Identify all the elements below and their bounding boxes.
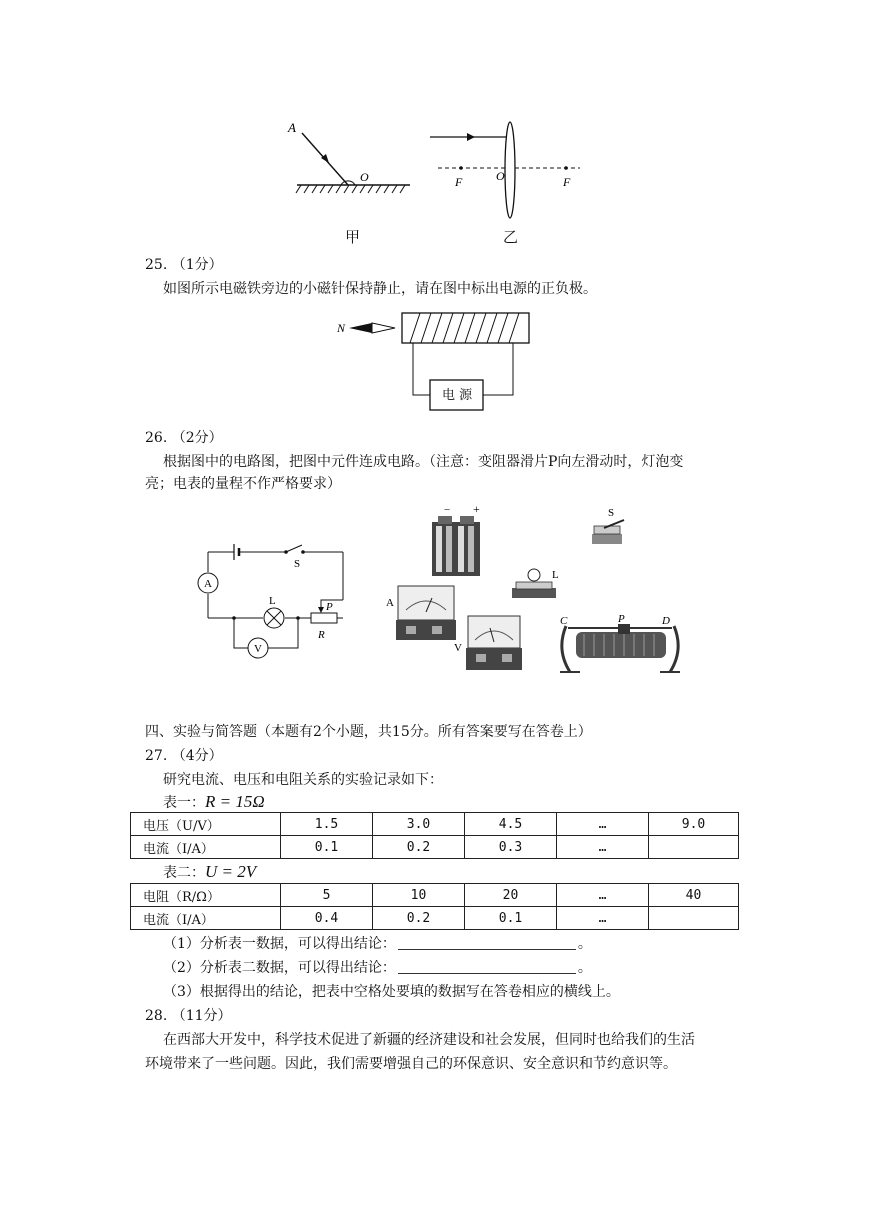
q27-sub1-answer-line xyxy=(398,935,576,950)
table2-caption-formula: U = 2V xyxy=(205,862,257,881)
table-cell: 0.3 xyxy=(465,836,557,859)
schematic-lamp-label: L xyxy=(269,595,276,607)
ammeter-picture xyxy=(396,586,456,640)
schematic-slider-label: P xyxy=(326,601,333,613)
table-cell: 3.0 xyxy=(373,813,465,836)
table1-caption-formula: R = 15Ω xyxy=(205,792,265,811)
schematic-rheostat xyxy=(311,613,337,623)
lamp-holder xyxy=(512,569,556,598)
q26-score: （2分） xyxy=(171,430,223,446)
table-cell: 0.2 xyxy=(373,836,465,859)
schematic-voltmeter-label: V xyxy=(254,643,262,655)
table-cell-blank xyxy=(649,836,739,859)
rheostat-c-label: C xyxy=(560,615,568,627)
battery-plus-label: + xyxy=(473,502,480,516)
focus-right-label: F xyxy=(563,175,571,189)
table-cell: 10 xyxy=(373,884,465,907)
q27-sub1 xyxy=(163,934,592,954)
lens-center-label: O xyxy=(496,169,505,183)
figure-jia xyxy=(285,115,425,215)
q25-score: （1分） xyxy=(171,257,223,273)
q28-header xyxy=(145,1006,232,1026)
table1-caption-prefix: 表一： xyxy=(163,795,205,811)
q28-line1: 在西部大开发中，科学技术促进了新疆的经济建设和社会发展，但同时也给我们的生活 xyxy=(163,1032,695,1048)
table2 xyxy=(130,883,739,930)
point-a-label: A xyxy=(288,120,296,135)
table-row xyxy=(131,884,739,907)
table-cell: 0.1 xyxy=(465,907,557,930)
table-row xyxy=(131,836,739,859)
table-cell: … xyxy=(557,884,649,907)
table2-caption xyxy=(163,862,256,883)
component-pictures xyxy=(380,500,700,700)
circuit-schematic xyxy=(190,540,355,665)
q27-header xyxy=(145,746,223,766)
table-cell: 5 xyxy=(281,884,373,907)
knife-switch xyxy=(592,520,624,544)
q26-number: 26. xyxy=(145,430,168,446)
schematic-switch-label: S xyxy=(294,558,301,570)
q27-sub2-text: （2）分析表二数据，可以得出结论： xyxy=(163,960,396,976)
table1-row2-label: 电流（I/A） xyxy=(131,836,281,859)
voltmeter-v-label: V xyxy=(454,642,462,654)
q27-sub2-answer-line xyxy=(398,959,576,974)
q26-prompt-line2: 亮；电表的量程不作严格要求） xyxy=(145,476,341,492)
table-cell: … xyxy=(557,813,649,836)
point-o-label: O xyxy=(360,170,369,184)
table-cell: … xyxy=(557,836,649,859)
needle-n-label: N xyxy=(337,321,346,335)
table2-row2-label: 电流（I/A） xyxy=(131,907,281,930)
q26-prompt-line1: 根据图中的电路图，把图中元件连成电路。（注意：变阻器滑片P向左滑动时，灯泡变 xyxy=(163,454,684,470)
solenoid xyxy=(402,313,529,343)
table-cell: 40 xyxy=(649,884,739,907)
q27-number: 27. xyxy=(145,748,168,764)
ammeter-a-label: A xyxy=(386,597,394,609)
battery-box xyxy=(432,516,480,576)
electromagnet-figure xyxy=(335,310,535,415)
figure-yi-caption: 乙 xyxy=(503,228,519,246)
q27-score: （4分） xyxy=(171,748,223,764)
schematic-ammeter-label: A xyxy=(204,578,212,590)
table-cell-blank xyxy=(649,907,739,930)
table-cell: 4.5 xyxy=(465,813,557,836)
table2-caption-prefix: 表二： xyxy=(163,865,205,881)
q28-number: 28. xyxy=(145,1008,168,1024)
schematic-rheostat-label: R xyxy=(318,629,325,641)
voltmeter-picture xyxy=(466,616,522,670)
section4-heading: 四、实验与简答题（本题有2个小题，共15分。所有答案要写在答卷上） xyxy=(145,724,592,740)
table-row xyxy=(131,907,739,930)
table1 xyxy=(130,812,739,859)
power-source-label: 电 源 xyxy=(442,388,473,403)
table1-caption xyxy=(163,792,265,813)
q28-line2: 环境带来了一些问题。因此，我们需要增强自己的环保意识、安全意识和节约意识等。 xyxy=(145,1056,677,1072)
figure-yi xyxy=(430,120,590,225)
battery-minus-label: − xyxy=(444,504,451,516)
q25-prompt: 如图所示电磁铁旁边的小磁针保持静止，请在图中标出电源的正负极。 xyxy=(163,281,597,297)
rheostat-d-label: D xyxy=(662,615,670,627)
q27-sub2-end: 。 xyxy=(577,960,592,976)
q27-intro: 研究电流、电压和电阻关系的实验记录如下： xyxy=(163,772,443,788)
focus-left-label: F xyxy=(455,175,463,189)
q25-number: 25. xyxy=(145,257,168,273)
lamp-l-label: L xyxy=(552,569,559,581)
q27-sub2 xyxy=(163,958,592,978)
compass-needle xyxy=(349,323,372,333)
q27-sub1-end: 。 xyxy=(577,936,592,952)
rheostat-p-label: P xyxy=(618,613,625,625)
q28-score: （11分） xyxy=(171,1008,232,1024)
table-cell: 0.4 xyxy=(281,907,373,930)
table-cell: 0.1 xyxy=(281,836,373,859)
table2-row1-label: 电阻（R/Ω） xyxy=(131,884,281,907)
q27-sub1-text: （1）分析表一数据，可以得出结论： xyxy=(163,936,396,952)
q25-header xyxy=(145,255,223,275)
table-cell: … xyxy=(557,907,649,930)
table-cell: 20 xyxy=(465,884,557,907)
q27-sub3: （3）根据得出的结论，把表中空格处要填的数据写在答卷相应的横线上。 xyxy=(163,984,620,1000)
table-cell: 0.2 xyxy=(373,907,465,930)
table-cell: 9.0 xyxy=(649,813,739,836)
q26-header xyxy=(145,428,223,448)
figure-jia-caption: 甲 xyxy=(345,228,361,246)
rheostat-picture xyxy=(560,624,680,672)
switch-s-label: S xyxy=(608,507,615,519)
table1-row1-label: 电压（U/V） xyxy=(131,813,281,836)
table-cell: 1.5 xyxy=(281,813,373,836)
table-row xyxy=(131,813,739,836)
